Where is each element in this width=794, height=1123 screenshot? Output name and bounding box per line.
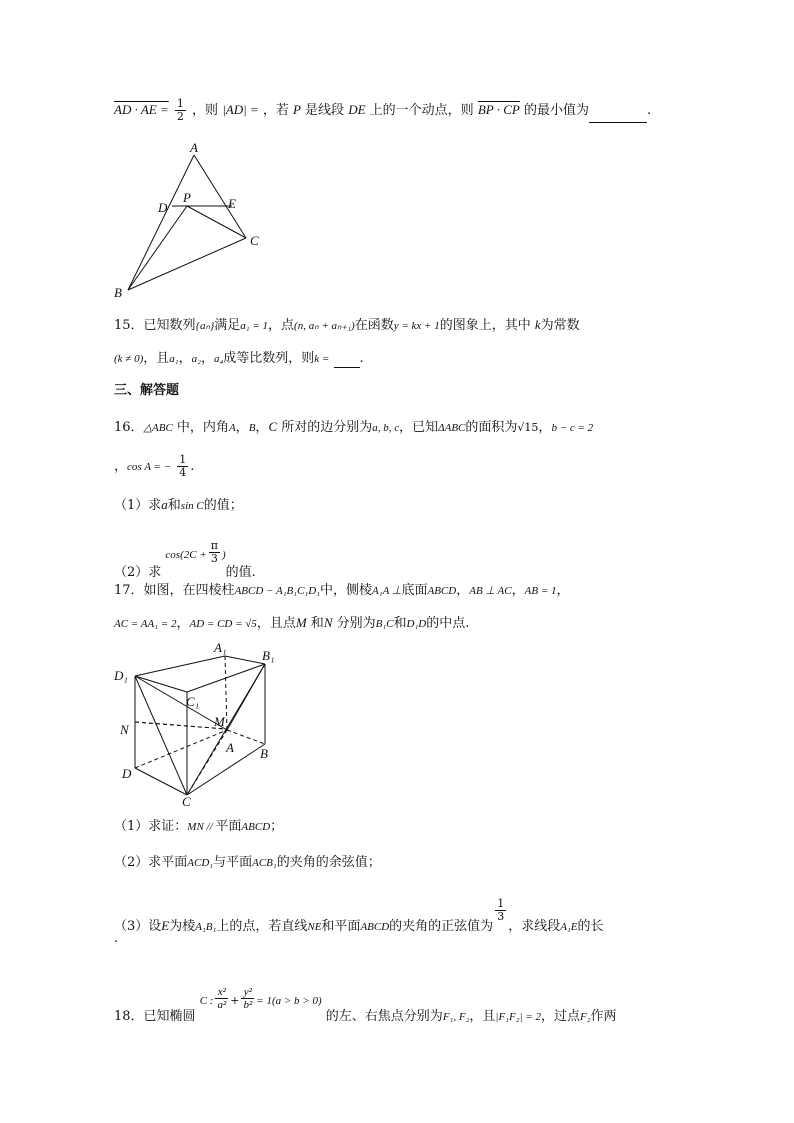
- label-A1: A₁: [214, 640, 227, 655]
- q17-line1: 17．如图，在四棱柱ABCD − A₁B₁C₁D₁中，侧棱A₁A ⊥底面ABCD，AB ⊥ AC，AB = 1，: [114, 583, 570, 598]
- q17-part3-end: .: [114, 931, 119, 946]
- q17-line2: AC = AA₁ = 2，AD = CD = √5，且点M 和N 分别为B₁C和D₁D的中点.: [114, 615, 470, 631]
- label-M: M: [214, 714, 225, 729]
- answer-blank: [589, 110, 647, 123]
- q17-part2: （2）求平面ACD₁与平面ACB₁的夹角的余弦值；: [114, 855, 381, 870]
- label-D: D: [158, 200, 168, 215]
- label-A: A: [226, 740, 234, 755]
- section-heading: 三、解答题: [114, 383, 180, 398]
- label-C1: C₁: [186, 694, 200, 709]
- q16-line1: 16．△ABC 中，内角A，B，C 所对的边分别为a, b, c，已知ΔABC的面积为√15，b − c = 2: [114, 419, 594, 435]
- q15-line2: (k ≠ 0)，且a₁，a₂，a₄成等比数列，则k = .: [114, 351, 364, 366]
- q18-line1: 18．已知椭圆 $^{C :}$ $\frac{\text{x²}}{\text{a²}}$ + $\frac{\text{y²}}{\text{b²}}$ $^{= 1(a > b > 0)}$ 的左、右焦点分别为F₁, F₂，且|F₁F₂| = 2，过点F₂作两: [114, 986, 617, 1024]
- label-C: C: [250, 233, 259, 248]
- vector-magnitude: |AD| =: [222, 102, 259, 117]
- q17-part3: （3）设E为棱A₁B₁上的点，若直线NE和平面ABCD的夹角的正弦值为 $\frac{1}{3}$ ，求线段A₁E的长: [114, 897, 604, 934]
- label-C: C: [182, 794, 191, 808]
- q16-part2: （2）求 $^{cos(2C +}$ $\frac{\pi}{3}$ )的值.: [114, 539, 256, 580]
- label-D: D: [122, 766, 132, 781]
- fraction-half: $\frac{1}{2}$: [176, 97, 184, 123]
- label-B: B: [114, 285, 122, 300]
- vector-bp-cp: BP · CP: [477, 102, 520, 117]
- label-A: A: [190, 140, 198, 155]
- label-B: B: [260, 746, 268, 761]
- q16-line2: ，cos A = − $\frac{1}{4}$ .: [114, 453, 195, 479]
- label-E: E: [228, 196, 236, 211]
- q14-tail-line: AD · AE = $\frac{1}{2}$ ，则 |AD| = ，若 P 是线段 DE 上的一个动点，则 BP · CP 的最小值为 .: [114, 97, 652, 123]
- q15-line1: 15．已知数列{aₙ}满足a₁ = 1，点(n, aₙ + aₙ₊₁)在函数y = kx + 1的图象上，其中 k为常数: [114, 317, 580, 333]
- label-D1: D₁: [114, 668, 128, 683]
- label-N: N: [120, 722, 129, 737]
- q17-part1: （1）求证：MN // 平面ABCD；: [114, 819, 284, 834]
- vector-dot-expr: AD · AE =: [114, 102, 169, 117]
- answer-blank: [334, 355, 360, 368]
- triangle-figure: [108, 140, 278, 305]
- label-P: P: [183, 190, 191, 205]
- label-B1: B₁: [262, 648, 275, 663]
- prism-figure: [110, 640, 290, 808]
- q16-part1: （1）求a和sin C的值；: [114, 497, 243, 513]
